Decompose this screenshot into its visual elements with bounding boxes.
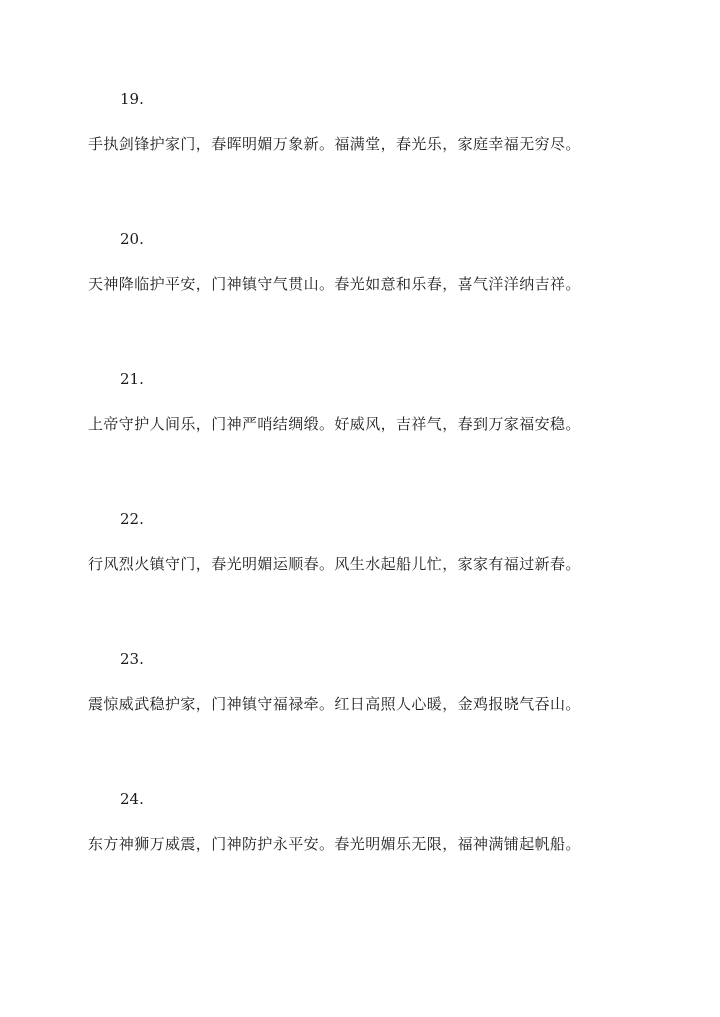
entry-text: 手执剑锋护家门，春晖明媚万象新。福满堂，春光乐，家庭幸福无穷尽。 — [88, 135, 581, 153]
entry-text: 行风烈火镇守门，春光明媚运顺春。风生水起船儿忙，家家有福过新春。 — [88, 555, 581, 573]
entry-number: 20. — [120, 230, 144, 248]
entry-text: 上帝守护人间乐，门神严哨结绸缎。好威风，吉祥气，春到万家福安稳。 — [88, 415, 581, 433]
entry-number: 23. — [120, 650, 144, 668]
entry-number: 24. — [120, 790, 144, 808]
entry-text: 震惊威武稳护家，门神镇守福禄牵。红日高照人心暖，金鸡报晓气吞山。 — [88, 695, 581, 713]
entry-number: 21. — [120, 370, 144, 388]
entry-text: 天神降临护平安，门神镇守气贯山。春光如意和乐春，喜气洋洋纳吉祥。 — [88, 275, 581, 293]
entry-number: 19. — [120, 90, 144, 108]
entry-text: 东方神狮万威震，门神防护永平安。春光明媚乐无限，福神满铺起帆船。 — [88, 835, 581, 853]
entry-number: 22. — [120, 510, 144, 528]
